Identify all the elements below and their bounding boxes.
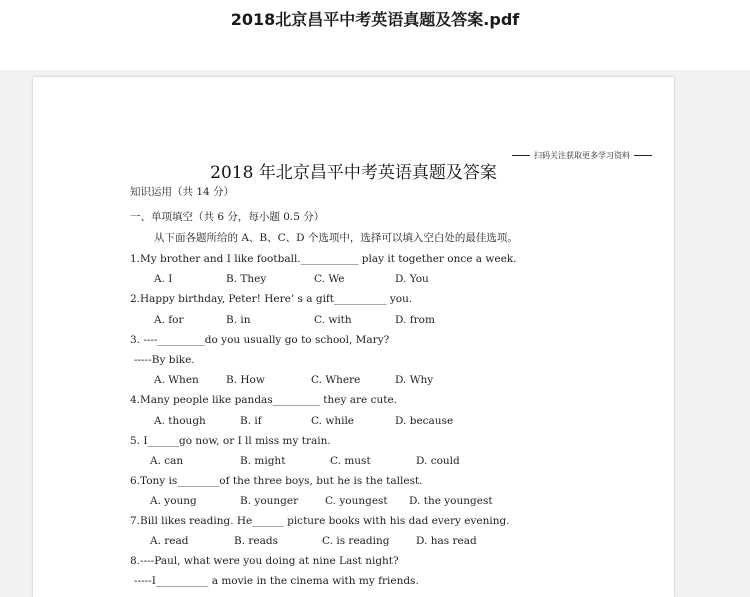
file-title: 2018北京昌平中考英语真题及答案.pdf bbox=[230, 10, 520, 29]
option: C. is reading bbox=[322, 535, 390, 547]
dialog-reply: -----By bike. bbox=[134, 354, 195, 366]
option: B. younger bbox=[240, 495, 299, 507]
document-title: 2018 年北京昌平中考英语真题及答案 bbox=[210, 163, 497, 183]
option: B. in bbox=[226, 314, 251, 326]
option: A. for bbox=[154, 314, 184, 326]
option: A. I bbox=[154, 273, 173, 285]
option: A. When bbox=[154, 374, 199, 386]
option: B. might bbox=[240, 455, 286, 467]
option: A. though bbox=[154, 415, 206, 427]
dialog-reply: -----I__________ a movie in the cinema with my friends. bbox=[134, 575, 419, 587]
option: D. because bbox=[395, 415, 454, 427]
question-stem: 7.Bill likes reading. He______ picture books with his dad every evening. bbox=[130, 515, 510, 527]
option: D. from bbox=[395, 314, 435, 326]
option: B. if bbox=[240, 415, 262, 427]
question-stem: 1.My brother and I like football.___________ play it together once a week. bbox=[130, 253, 517, 265]
question-stem: 4.Many people like pandas_________ they are cute. bbox=[130, 394, 397, 406]
question-stem: 8.----Paul, what were you doing at nine Last night? bbox=[130, 555, 399, 567]
option: A. young bbox=[150, 495, 197, 507]
section-heading: 一、单项填空（共 6 分，每小题 0.5 分） bbox=[130, 211, 325, 223]
option: C. youngest bbox=[325, 495, 388, 507]
option: D. Why bbox=[395, 374, 434, 386]
option: A. can bbox=[150, 455, 184, 467]
document-page bbox=[33, 77, 674, 597]
option: C. must bbox=[330, 455, 371, 467]
option: B. How bbox=[226, 374, 265, 386]
question-stem: 5. I______go now, or I ll miss my train. bbox=[130, 435, 331, 447]
question-stem: 3. ----_________do you usually go to school, Mary? bbox=[130, 334, 390, 346]
divider bbox=[512, 155, 530, 156]
option: C. while bbox=[311, 415, 355, 427]
divider bbox=[634, 155, 652, 156]
tagline-text: 扫码关注获取更多学习资料 bbox=[534, 151, 630, 160]
option: B. reads bbox=[234, 535, 278, 547]
viewer-header bbox=[0, 0, 750, 70]
option: C. Where bbox=[311, 374, 361, 386]
option: D. has read bbox=[416, 535, 477, 547]
option: B. They bbox=[226, 273, 267, 285]
section-intro: 知识运用（共 14 分） bbox=[130, 186, 235, 198]
option: A. read bbox=[150, 535, 189, 547]
question-stem: 6.Tony is________of the three boys, but he is the tallest. bbox=[130, 475, 423, 487]
instruction: 从下面各题所给的 A、B、C、D 个选项中，选择可以填入空白处的最佳选项。 bbox=[154, 232, 518, 244]
option: D. could bbox=[416, 455, 460, 467]
question-stem: 2.Happy birthday, Peter! Here’ s a gift__________ you. bbox=[130, 293, 413, 305]
option: D. the youngest bbox=[409, 495, 493, 507]
option: D. You bbox=[395, 273, 429, 285]
option: C. with bbox=[314, 314, 352, 326]
option: C. We bbox=[314, 273, 345, 285]
